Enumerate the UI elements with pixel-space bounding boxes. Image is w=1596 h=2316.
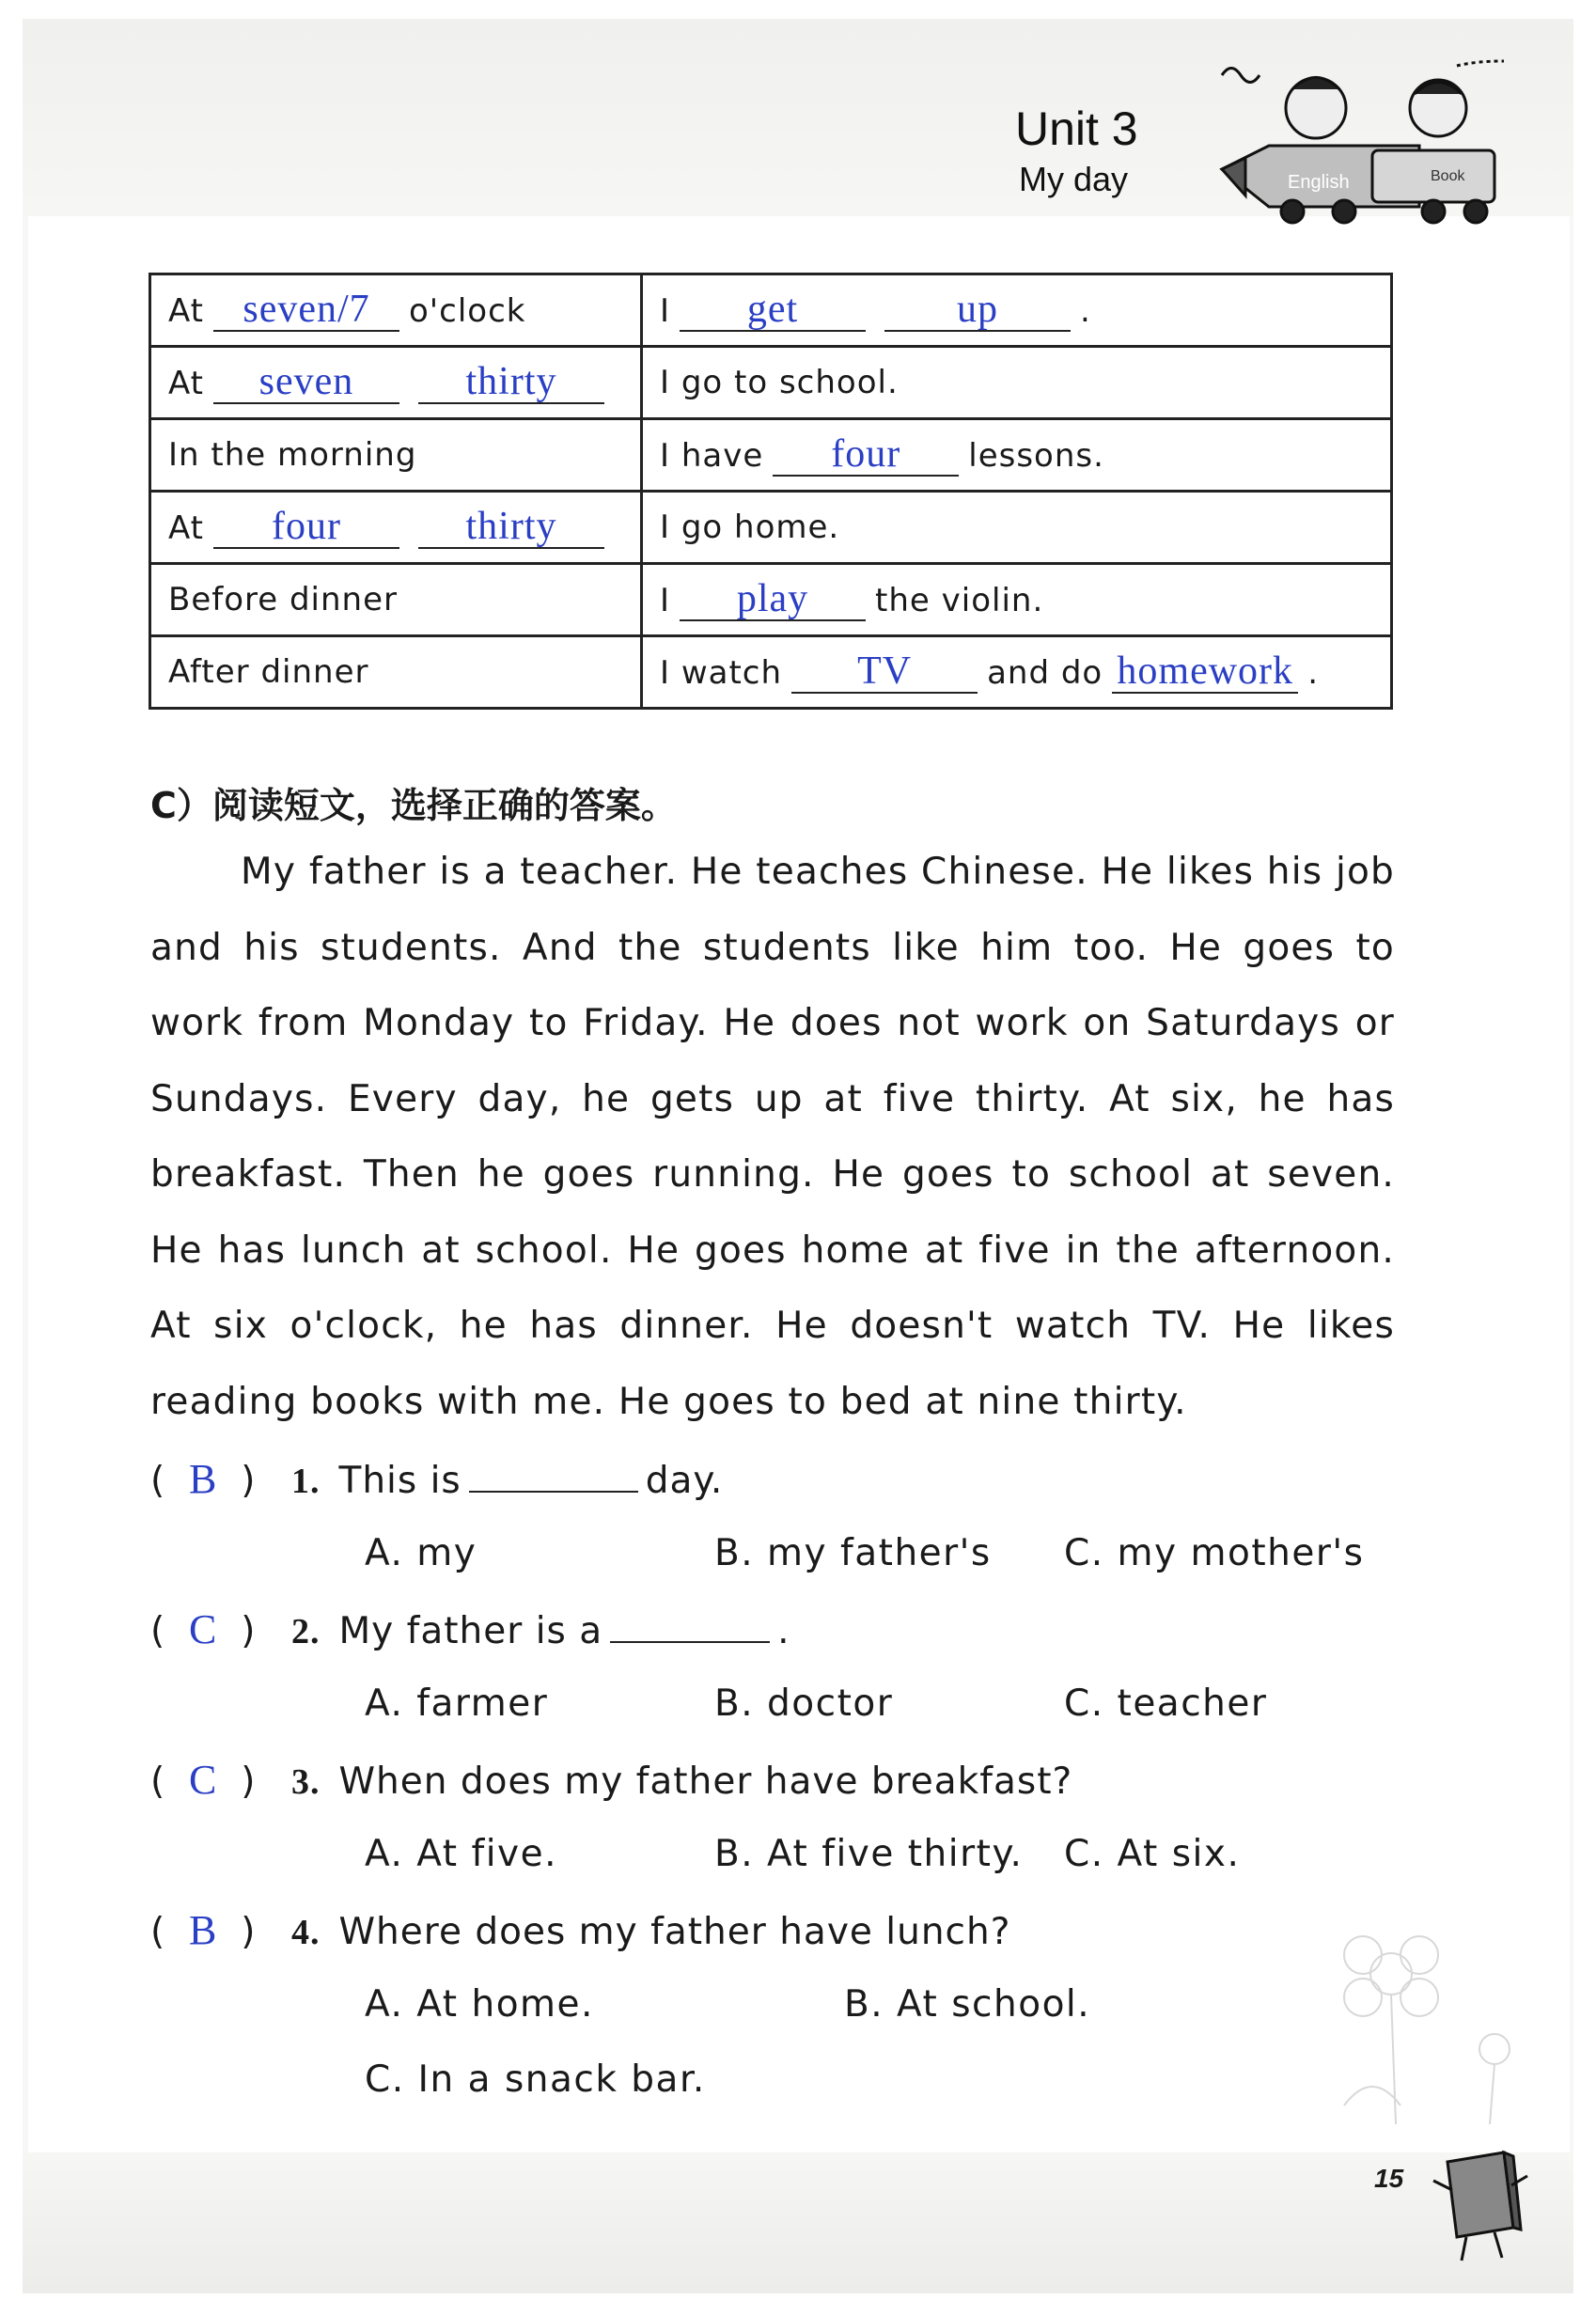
option-c: C. my mother's — [1064, 1532, 1365, 1574]
answer-blank: four — [213, 506, 399, 549]
cell-text: I — [660, 582, 671, 619]
cell-text: At — [168, 292, 204, 330]
question-text: My father is a — [338, 1610, 603, 1652]
option-b: B. doctor — [714, 1682, 894, 1725]
cell-text: lessons. — [968, 437, 1104, 475]
answer-blank: TV — [791, 650, 978, 694]
cell-text: I have — [660, 437, 764, 475]
table-cell-time — [150, 636, 642, 709]
table-cell-activity — [642, 347, 1392, 419]
cell-text: o'clock — [409, 292, 526, 330]
option-a: A. farmer — [365, 1682, 549, 1725]
table-row — [150, 492, 1392, 564]
answer-blank: up — [884, 289, 1071, 332]
question-text: When does my father have breakfast? — [338, 1760, 1073, 1803]
book-mascot-icon — [1429, 2143, 1532, 2265]
answer-blank: thirty — [418, 361, 604, 404]
question-2 — [150, 1605, 790, 1653]
question-number: 3. — [291, 1762, 321, 1802]
table-cell-activity — [642, 492, 1392, 564]
table-cell-time — [150, 564, 642, 636]
question-number: 4. — [291, 1913, 321, 1952]
option-a: A. At five. — [365, 1833, 558, 1875]
question-text-after: . — [777, 1610, 790, 1652]
question-number: 2. — [291, 1612, 321, 1651]
option-a: A. my — [365, 1532, 477, 1574]
table-row — [150, 347, 1392, 419]
cell-text: I — [660, 292, 671, 330]
answer-blank: seven — [213, 361, 399, 404]
table-row — [150, 636, 1392, 709]
section-c-title: C）阅读短文，选择正确的答案。 — [150, 785, 677, 826]
option-b: B. At five thirty. — [714, 1833, 1024, 1875]
option-c: C. In a snack bar. — [365, 2058, 706, 2101]
question-text: This is — [338, 1460, 462, 1502]
table-cell-activity — [642, 274, 1392, 347]
flower-doodle-icon — [1307, 1917, 1551, 2134]
answer-bracket: ( C ) — [150, 1757, 257, 1803]
table-row — [150, 419, 1392, 492]
cell-text: At — [168, 509, 204, 547]
table-cell-time — [150, 347, 642, 419]
table-row — [150, 564, 1392, 636]
option-b: B. At school. — [844, 1983, 1091, 2026]
cell-text: At — [168, 365, 204, 402]
option-a: A. At home. — [365, 1983, 594, 2026]
option-c: C. At six. — [1064, 1833, 1241, 1875]
unit-title: Unit 3 — [1015, 102, 1138, 155]
answer-bracket: ( C ) — [150, 1606, 257, 1652]
cell-text: I watch — [660, 654, 783, 692]
cell-text: I go home. — [660, 509, 840, 546]
selected-answer: B — [189, 1907, 218, 1953]
question-blank — [469, 1463, 638, 1493]
table-cell-time — [150, 274, 642, 347]
option-c: C. teacher — [1064, 1682, 1268, 1725]
cell-text: I go to school. — [660, 364, 899, 401]
selected-answer: C — [189, 1606, 218, 1652]
selected-answer: B — [189, 1456, 218, 1502]
cell-text: and do — [987, 654, 1103, 692]
page-number: 15 — [1374, 2164, 1404, 2193]
cell-text: . — [1080, 292, 1091, 330]
option-b: B. my father's — [714, 1532, 992, 1574]
question-text-after: day. — [645, 1460, 724, 1502]
answer-blank: get — [680, 289, 866, 332]
answer-bracket: ( B ) — [150, 1456, 257, 1502]
reading-passage: My father is a teacher. He teaches Chinese. He likes his job and his students. And the students like him too. He goes to work from Monday to Friday. He does not work on Saturdays or Sundays. Every day, he gets up at five thirty. At six, he has breakfast. Then he goes running. He goes to school at seven. He has lunch at school. He goes home at five in the afternoon. At six o'clock, he has dinner. He doesn't watch TV. He likes reading books with me. He goes to bed at nine thirty. — [150, 851, 1395, 1423]
cell-text: . — [1307, 654, 1320, 692]
cell-text: After dinner — [168, 653, 369, 691]
unit-subtitle: My day — [1019, 160, 1129, 198]
table-cell-activity — [642, 564, 1392, 636]
table-cell-activity — [642, 636, 1392, 709]
mascot-book-label: Book — [1431, 168, 1465, 184]
question-3 — [150, 1756, 1072, 1804]
table-cell-time — [150, 492, 642, 564]
cell-text: the violin. — [875, 582, 1044, 619]
mascot-kids-illustration — [1203, 56, 1513, 226]
table-cell-time — [150, 419, 642, 492]
answer-blank: play — [680, 578, 866, 621]
answer-blank: thirty — [418, 506, 604, 549]
daily-schedule-table — [149, 273, 1393, 710]
selected-answer: C — [189, 1757, 218, 1803]
cell-text: Before dinner — [168, 581, 398, 618]
answer-blank: homework — [1112, 650, 1298, 694]
table-cell-activity — [642, 419, 1392, 492]
question-number: 1. — [291, 1462, 321, 1501]
footer-band — [23, 2152, 1573, 2293]
table-row — [150, 274, 1392, 347]
question-1 — [150, 1455, 723, 1503]
question-4 — [150, 1906, 1010, 1954]
answer-blank: four — [773, 433, 959, 477]
question-text: Where does my father have lunch? — [338, 1911, 1011, 1953]
answer-blank: seven/7 — [213, 289, 399, 332]
answer-bracket: ( B ) — [150, 1907, 257, 1953]
cell-text: In the morning — [168, 436, 417, 474]
mascot-pencil-label: English — [1288, 172, 1350, 193]
question-blank — [610, 1613, 770, 1643]
